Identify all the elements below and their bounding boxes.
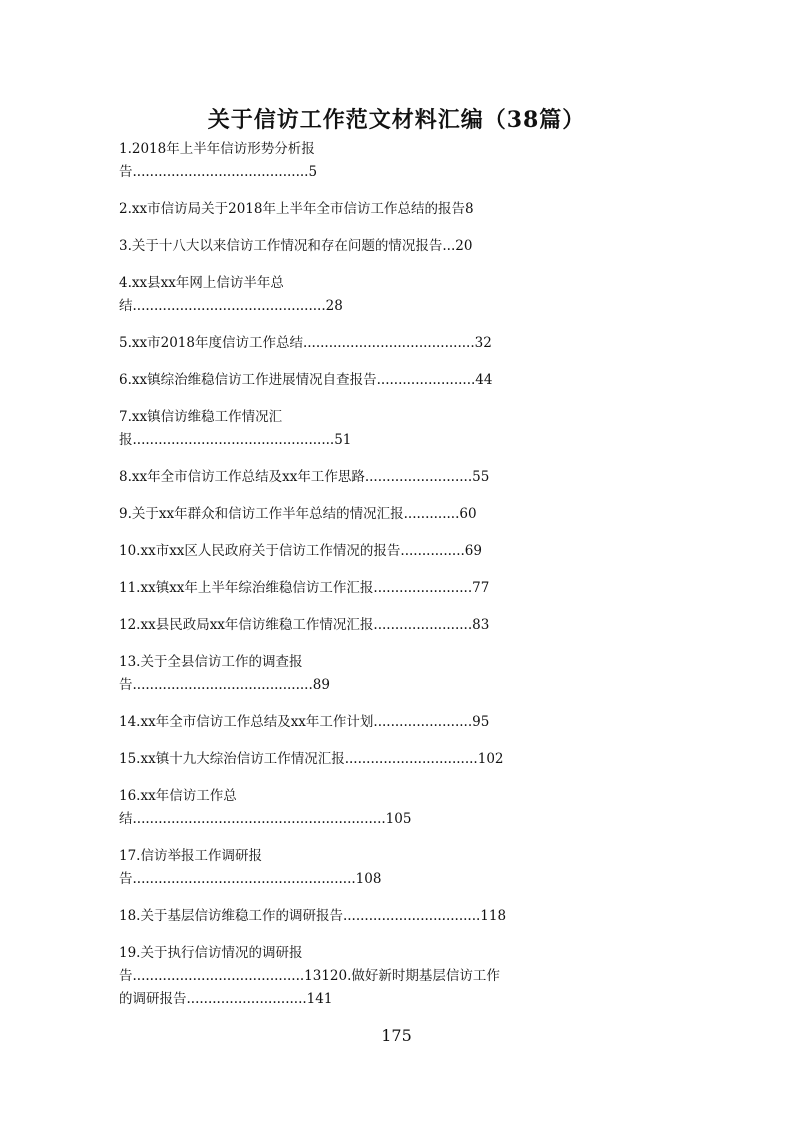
toc-entry-line: 5.xx市2018年度信访工作总结........................................32 bbox=[119, 335, 492, 351]
toc-entry-line: 12.xx县民政局xx年信访维稳工作情况汇报.......................83 bbox=[119, 617, 490, 633]
toc-entry bbox=[119, 711, 694, 734]
toc-entry bbox=[119, 577, 694, 600]
toc-entry-line: 结.............................................28 bbox=[119, 298, 343, 314]
toc-entry bbox=[119, 540, 694, 563]
toc-entry bbox=[119, 198, 694, 221]
toc-entry-line: 告.........................................5 bbox=[119, 164, 318, 180]
toc-entry-line: 2.xx市信访局关于2018年上半年全市信访工作总结的报告8 bbox=[119, 201, 474, 217]
table-of-contents bbox=[119, 138, 694, 1025]
toc-entry-line: 报...............................................51 bbox=[119, 432, 352, 448]
toc-entry-line: 9.关于xx年群众和信访工作半年总结的情况汇报.............60 bbox=[119, 506, 477, 522]
toc-entry-line: 的调研报告............................141 bbox=[119, 991, 333, 1007]
toc-entry bbox=[119, 272, 694, 318]
toc-entry bbox=[119, 235, 694, 258]
toc-entry-line: 8.xx年全市信访工作总结及xx年工作思路.........................55 bbox=[119, 469, 490, 485]
toc-entry-line: 结...........................................................105 bbox=[119, 811, 412, 827]
toc-entry bbox=[119, 138, 694, 184]
toc-entry-line: 告....................................................108 bbox=[119, 871, 382, 887]
toc-entry bbox=[119, 942, 694, 1011]
toc-entry-line: 6.xx镇综治维稳信访工作进展情况自查报告.......................44 bbox=[119, 372, 493, 388]
toc-entry-line: 10.xx市xx区人民政府关于信访工作情况的报告...............69 bbox=[119, 543, 482, 559]
toc-entry bbox=[119, 406, 694, 452]
toc-entry-line: 4.xx县xx年网上信访半年总 bbox=[119, 275, 284, 291]
toc-entry bbox=[119, 332, 694, 355]
toc-entry-line: 11.xx镇xx年上半年综治维稳信访工作汇报.......................77 bbox=[119, 580, 490, 596]
toc-entry bbox=[119, 905, 694, 928]
toc-entry bbox=[119, 466, 694, 489]
toc-entry-line: 13.关于全县信访工作的调查报 bbox=[119, 654, 303, 670]
toc-entry-line: 1.2018年上半年信访形势分析报 bbox=[119, 141, 315, 157]
toc-entry-line: 告..........................................89 bbox=[119, 677, 330, 693]
document-title: 关于信访工作范文材料汇编（38篇） bbox=[207, 107, 586, 133]
toc-entry bbox=[119, 503, 694, 526]
page-number: 175 bbox=[381, 1026, 412, 1045]
toc-entry bbox=[119, 651, 694, 697]
toc-entry-line: 3.关于十八大以来信访工作情况和存在问题的情况报告...20 bbox=[119, 238, 473, 254]
toc-entry-line: 19.关于执行信访情况的调研报 bbox=[119, 945, 303, 961]
toc-entry-line: 15.xx镇十九大综治信访工作情况汇报...............................102 bbox=[119, 751, 504, 767]
toc-entry-line: 14.xx年全市信访工作总结及xx年工作计划.......................95 bbox=[119, 714, 490, 730]
toc-entry-line: 7.xx镇信访维稳工作情况汇 bbox=[119, 409, 283, 425]
toc-entry-line: 17.信访举报工作调研报 bbox=[119, 848, 262, 864]
toc-entry-line: 18.关于基层信访维稳工作的调研报告................................118 bbox=[119, 908, 507, 924]
toc-entry bbox=[119, 785, 694, 831]
toc-entry bbox=[119, 614, 694, 637]
toc-entry bbox=[119, 369, 694, 392]
toc-entry bbox=[119, 845, 694, 891]
toc-entry-line: 告........................................13120.做好新时期基层信访工作 bbox=[119, 968, 500, 984]
toc-entry bbox=[119, 748, 694, 771]
toc-entry-line: 16.xx年信访工作总 bbox=[119, 788, 237, 804]
